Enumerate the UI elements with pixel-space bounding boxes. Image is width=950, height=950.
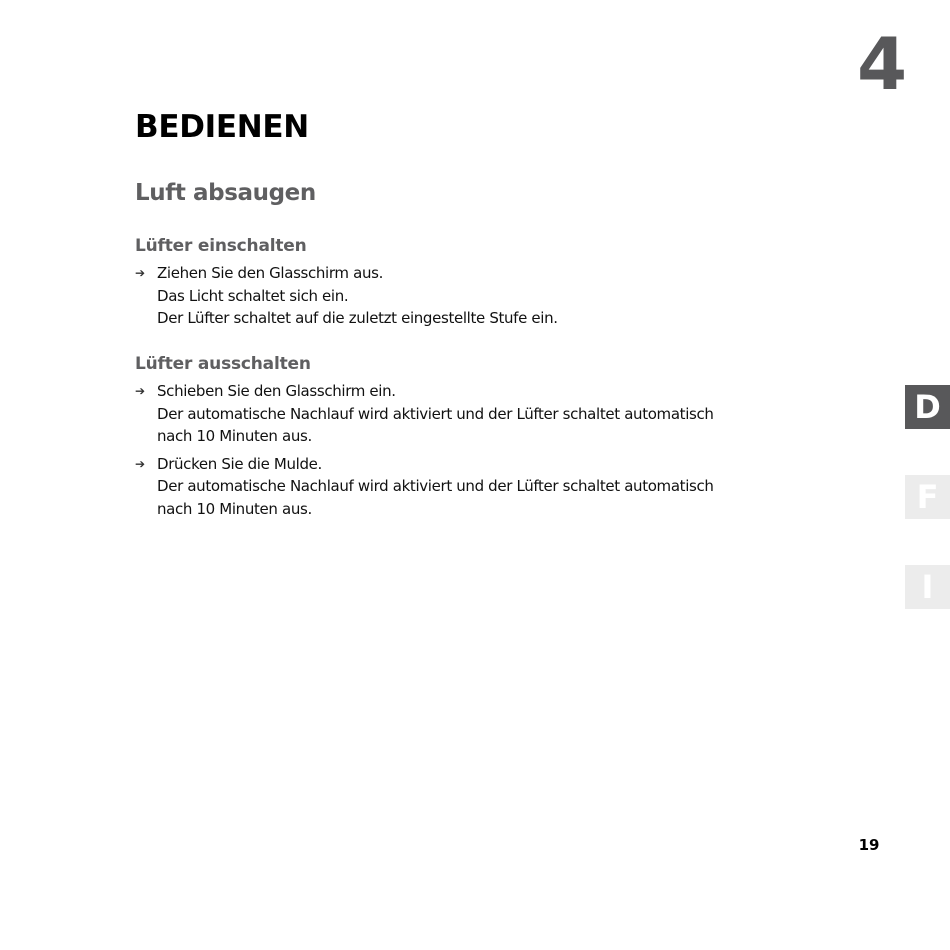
step-item xyxy=(135,262,775,330)
step-line: Der automatische Nachlauf wird aktiviert und der Lüfter schaltet automatisch xyxy=(157,477,714,495)
arrow-right-icon: ➔ xyxy=(135,266,145,280)
language-tab-d[interactable]: D xyxy=(905,385,950,429)
step-list-fan-on xyxy=(135,262,775,335)
arrow-right-icon: ➔ xyxy=(135,384,145,398)
step-line: Schieben Sie den Glasschirm ein. xyxy=(157,382,396,400)
step-line: nach 10 Minuten aus. xyxy=(157,499,312,518)
chapter-number: 4 xyxy=(856,22,908,106)
step-line: Drücken Sie die Mulde. xyxy=(157,454,322,473)
step-line: Der automatische Nachlauf wird aktiviert und der Lüfter schaltet automatisch xyxy=(157,404,714,423)
language-tab-i[interactable]: I xyxy=(905,565,950,609)
step-line: Ziehen Sie den Glasschirm aus. xyxy=(157,264,383,282)
step-item xyxy=(135,453,775,521)
subheading-fan-on: Lüfter einschalten xyxy=(135,236,307,256)
step-item xyxy=(135,380,775,448)
language-tab-f[interactable]: F xyxy=(905,475,950,519)
arrow-right-icon: ➔ xyxy=(135,456,145,471)
section-title: Luft absaugen xyxy=(135,180,316,206)
subheading-fan-off: Lüfter ausschalten xyxy=(135,354,311,374)
step-list-fan-off xyxy=(135,380,775,525)
page-number: 19 xyxy=(858,836,880,854)
page-title: BEDIENEN xyxy=(135,109,309,145)
step-line: Der Lüfter schaltet auf die zuletzt eingestellte Stufe ein. xyxy=(157,309,558,327)
step-line: nach 10 Minuten aus. xyxy=(157,427,312,445)
step-line: Das Licht schaltet sich ein. xyxy=(157,286,349,305)
